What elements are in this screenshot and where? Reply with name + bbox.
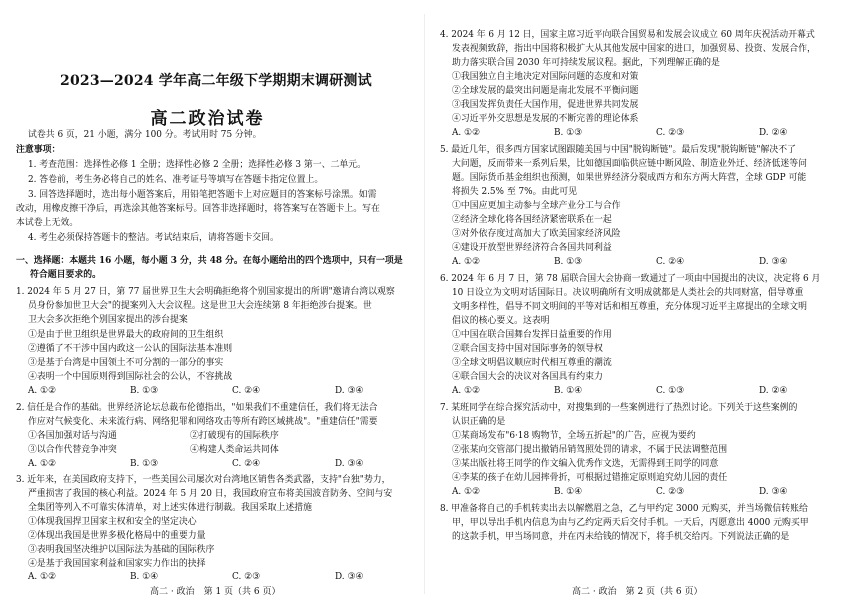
q7-choice-c: C. ②③: [656, 487, 685, 497]
section-heading-1: 一、选择题：本题共 16 小题，每小题 3 分，共 48 分。在每小题给出的四个选项中，只有一项是: [16, 256, 403, 266]
q7-choice-d: D. ③④: [759, 487, 788, 497]
q7-line-1: 7. 某班同学在综合探究活动中，对搜集到的一些案例进行了热烈讨论。下列关于这些案例的: [440, 403, 798, 413]
q6-option-3: ③全球文明倡议顺应时代相互尊重的潮流: [452, 358, 612, 368]
notice-3c: 本试卷上无效。: [16, 218, 79, 228]
q7-line-2: 认识正确的是: [452, 417, 506, 427]
q6-option-2: ②联合国支持中国对国际事务的领导权: [452, 344, 603, 354]
q6-option-4: ④联合国大会的决议对各国具有约束力: [452, 372, 603, 382]
q5-option-3: ③对外依存度过高加大了欧美国家经济风险: [452, 229, 621, 239]
q5-choice-d: D. ③④: [759, 257, 788, 267]
q5-line-1: 5. 最近几年，很多西方国家试图跟随美国与中国"脱钩断链"。最后发现"脱钩断链"解决不了: [440, 145, 796, 155]
notice-4: 4. 考生必须保持答题卡的整洁。考试结束后，请将答题卡交回。: [28, 233, 279, 243]
q3-line-1: 3. 近年来，在美国政府支持下，一些美国公司屡次对台湾地区销售各类武器，支持"台独"势力，: [16, 475, 391, 485]
q7-option-3: ③某出版社将王同学的作文编入优秀作文选，无需得到王同学的同意: [452, 459, 719, 469]
intro-text: 试卷共 6 页，21 小题，满分 100 分。考试用时 75 分钟。: [28, 130, 262, 140]
q4-choice-d: D. ②④: [759, 128, 788, 138]
q3-option-1: ①体现我国捍卫国家主权和安全的坚定决心: [28, 517, 197, 527]
q4-choice-b: B. ①③: [554, 128, 583, 138]
q1-line-2: 员身份参加世卫大会"的提案列入大会议程。这是世卫大会连续第 8 年拒绝涉台提案。世: [28, 301, 372, 311]
q6-line-2: 10 日设立为文明对话国际日。决议明确所有文明成就都是人类社会的共同财富，倡导尊重: [452, 288, 804, 298]
q5-line-4: 将损失 2.5% 至 7%。由此可见: [452, 187, 577, 197]
q2-option-4: ④构建人类命运共同体: [190, 445, 279, 455]
q5-line-3: 题。国际货币基金组织也预测，如果世界经济分裂成西方和东方两大阵营，全球 GDP 可能: [452, 173, 807, 183]
q4-option-4: ④习近平外交思想是发展的不断完善的理论体系: [452, 114, 639, 124]
q4-choice-a: A. ①②: [452, 128, 480, 138]
q2-choice-a: A. ①②: [28, 459, 56, 469]
q6-choice-b: B. ①④: [554, 386, 583, 396]
q1-option-4: ④表明一个中国原则得到国际社会的公认，不容挑战: [28, 372, 233, 382]
q4-option-1: ①我国独立自主地决定对国际问题的态度和对策: [452, 72, 639, 82]
q2-option-2: ②打破现有的国际秩序: [190, 431, 279, 441]
exam-title: 2023—2024 学年高二年级下学期期末调研测试: [60, 73, 372, 89]
q6-choice-c: C. ①③: [656, 386, 685, 396]
notice-2: 2. 答卷前，考生务必将自己的姓名、准考证号等填写在答题卡指定位置上。: [28, 175, 324, 185]
column-divider: [424, 14, 425, 594]
q4-line-1: 4. 2024 年 6 月 12 日，国家主席习近平向联合国贸易和发展会议成立 60 周年庆祝活动开幕式: [440, 30, 815, 40]
q5-option-2: ②经济全球化将各国经济紧密联系在一起: [452, 215, 612, 225]
q1-choice-b: B. ①③: [130, 386, 159, 396]
q4-option-2: ②全球发展的最突出问题是南北发展不平衡问题: [452, 86, 639, 96]
q2-choice-c: C. ②④: [232, 459, 261, 469]
q5-line-2: 大问题，反而带来一系列后果，比如德国面临供应链中断风险、制造业外迁、经济低迷等问: [452, 159, 807, 169]
q1-choice-d: D. ③④: [335, 386, 364, 396]
q5-option-1: ①中国应更加主动参与全球产业分工与合作: [452, 201, 621, 211]
q3-choice-a: A. ①②: [28, 572, 56, 582]
q2-choice-b: B. ①③: [130, 459, 159, 469]
notice-3a: 3. 回答选择题时，选出每小题答案后，用铅笔把答题卡上对应题目的答案标号涂黑。如需: [28, 190, 377, 200]
page-footer-right: 高二 · 政治 第 2 页（共 6 页）: [572, 587, 703, 597]
q3-choice-b: B. ①④: [130, 572, 159, 582]
q5-choice-b: B. ①③: [554, 257, 583, 267]
q2-line-1: 2. 信任是合作的基础。世界经济论坛总裁布伦德指出，"如果我们不重建信任，我们将无法合: [16, 403, 378, 413]
q4-option-3: ③我国发挥负责任大国作用，促进世界共同发展: [452, 100, 639, 110]
q1-choice-c: C. ②④: [232, 386, 261, 396]
q3-option-2: ②体现出我国是世界多极化格局中的重要力量: [28, 531, 206, 541]
q6-choice-a: A. ①②: [452, 386, 480, 396]
page-footer-left: 高二 · 政治 第 1 页（共 6 页）: [150, 587, 281, 597]
q6-option-1: ①中国在联合国舞台发挥日益重要的作用: [452, 330, 612, 340]
q7-option-2: ②张某向交管部门提出撤销吊销驾照处罚的请求，不属于民法调整范围: [452, 445, 728, 455]
q1-option-2: ②遵循了不干涉中国内政这一公认的国际法基本准则: [28, 344, 233, 354]
q1-line-3: 卫大会多次拒绝个别国家提出的涉台提案: [28, 315, 188, 325]
q3-line-3: 全集团等列入不可靠实体清单，对上述实体进行制裁。我国采取上述措施: [28, 503, 312, 513]
q2-option-1: ①各国加强对话与沟通: [28, 431, 117, 441]
q2-choice-d: D. ③④: [335, 459, 364, 469]
q2-line-2: 作应对气候变化、未来流行病、网络犯罪和网络攻击等所有跨区域挑战"。"重建信任"需要: [28, 417, 378, 427]
q3-choice-c: C. ②③: [232, 572, 261, 582]
q7-option-1: ①某商场发布"6·18 购物节，全场五折起"的广告，应视为要约: [452, 431, 696, 441]
q6-line-1: 6. 2024 年 6 月 7 日，第 78 届联合国大会协商一致通过了一项由中国提出的决议，决定将 6 月: [440, 274, 821, 284]
q8-line-3: 的这款手机，甲当场同意，并在丙未给钱的情况下，将手机交给丙。下列说法正确的是: [452, 532, 790, 542]
notice-1: 1. 考查范围：选择性必修 1 全册；选择性必修 2 全册；选择性必修 3 第一、二单元。: [28, 160, 367, 170]
q5-option-4: ④建设开放型世界经济符合各国共同利益: [452, 243, 612, 253]
exam-subtitle: 高二政治试卷: [150, 109, 265, 129]
q5-choice-a: A. ①②: [452, 257, 480, 267]
q3-option-3: ③表明我国坚决维护以国际法为基础的国际秩序: [28, 545, 215, 555]
notice-title: 注意事项：: [16, 145, 61, 155]
q1-line-1: 1. 2024 年 5 月 27 日，第 77 届世界卫生大会明确拒绝将个别国家提出的所谓"邀请台湾以观察: [16, 287, 395, 297]
q4-line-3: 助力落实联合国 2030 年可持续发展议程。据此，下列理解正确的是: [452, 58, 720, 68]
section-heading-2: 符合题目要求的。: [30, 270, 101, 280]
q6-line-4: 倡议的核心要义。这表明: [452, 316, 550, 326]
q4-line-2: 发表视频致辞，指出中国将积极扩大从其他发展中国家的进口，加强贸易、投资、发展合作，: [452, 44, 816, 54]
q8-line-2: 甲，甲以导出手机内信息为由与乙约定两天后交付手机。一天后，丙愿意出 4000 元购买甲: [452, 518, 809, 528]
q1-option-3: ③是基于台湾是中国领土不可分割的一部分的事实: [28, 358, 224, 368]
q4-choice-c: C. ②③: [656, 128, 685, 138]
left-column: [0, 0, 415, 607]
q5-choice-c: C. ②④: [656, 257, 685, 267]
q3-line-2: 严重损害了我国的核心利益。2024 年 5 月 20 日，我国政府宣布将美国波音防务、空间与安: [28, 489, 393, 499]
q1-choice-a: A. ①②: [28, 386, 56, 396]
q7-option-4: ④李某的孩子在幼儿园摔骨折，可根据过错推定原则追究幼儿园的责任: [452, 473, 728, 483]
q6-line-3: 文明多样性，倡导不同文明间的平等对话和相互尊重，充分体现习近平主席提出的全球文明: [452, 302, 807, 312]
q7-choice-a: A. ①②: [452, 487, 480, 497]
q2-option-3: ③以合作代替竞争冲突: [28, 445, 117, 455]
q3-choice-d: D. ③④: [335, 572, 364, 582]
q3-option-4: ④是基于我国国家利益和国家实力作出的抉择: [28, 559, 206, 569]
q6-choice-d: D. ②④: [759, 386, 788, 396]
right-column: [432, 0, 852, 607]
q7-choice-b: B. ①④: [554, 487, 583, 497]
notice-3b: 改动，用橡皮擦干净后，再选涂其他答案标号。回答非选择题时，将答案写在答题卡上。写在: [16, 204, 380, 214]
q8-line-1: 8. 甲准备将自己的手机转卖出去以解燃眉之急，乙与甲约定 3000 元购买，并当场微信转账给: [440, 504, 808, 514]
q1-option-1: ①是由于世卫组织是世界最大的政府间的卫生组织: [28, 330, 224, 340]
